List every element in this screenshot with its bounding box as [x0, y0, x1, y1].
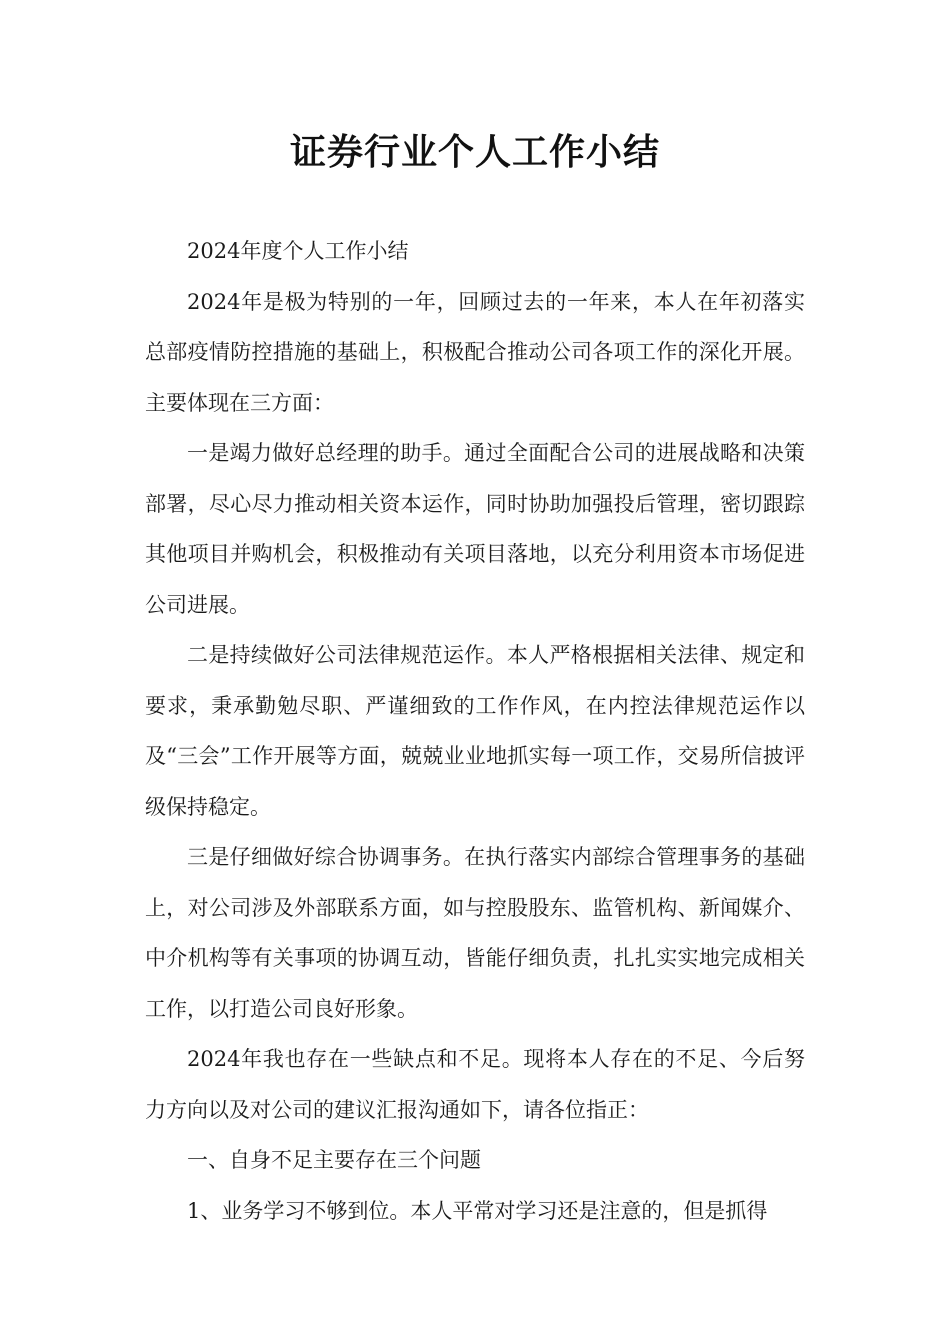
paragraph-item-one: 1、业务学习不够到位。本人平常对学习还是注意的，但是抓得: [187, 1198, 768, 1223]
paragraph-subtitle: 2024年度个人工作小结: [187, 239, 409, 263]
paragraph-point-three: 三是仔细做好综合协调事务。在执行落实内部综合管理事务的基础上，对公司涉及外部联系方面，如与控股股东、监管机构、新闻媒介、中介机构等有关事项的协调互动，皆能仔细负责，扎扎实实地完成相关工作，以打造公司良好形象。: [145, 845, 805, 1021]
paragraph-point-one: 一是竭力做好总经理的助手。通过全面配合公司的进展战略和决策部署，尽心尽力推动相关资本运作，同时协助加强投后管理，密切跟踪其他项目并购机会，积极推动有关项目落地，以充分利用资本市场促进公司进展。: [145, 441, 805, 617]
document-body: [145, 226, 805, 1236]
document-title: 证券行业个人工作小结: [289, 132, 660, 173]
paragraph-intro: 2024年是极为特别的一年，回顾过去的一年来，本人在年初落实总部疫情防控措施的基础上，积极配合推动公司各项工作的深化开展。主要体现在三方面：: [145, 289, 805, 415]
paragraph-shortcomings: 2024年我也存在一些缺点和不足。现将本人存在的不足、今后努力方向以及对公司的建议汇报沟通如下，请各位指正：: [145, 1047, 805, 1122]
section-heading-one: 一、自身不足主要存在三个问题: [187, 1148, 481, 1172]
paragraph-point-two: 二是持续做好公司法律规范运作。本人严格根据相关法律、规定和要求，秉承勤勉尽职、严谨细致的工作作风，在内控法律规范运作以及“三会”工作开展等方面，兢兢业业地抓实每一项工作，交易所信披评级保持稳定。: [145, 643, 805, 819]
